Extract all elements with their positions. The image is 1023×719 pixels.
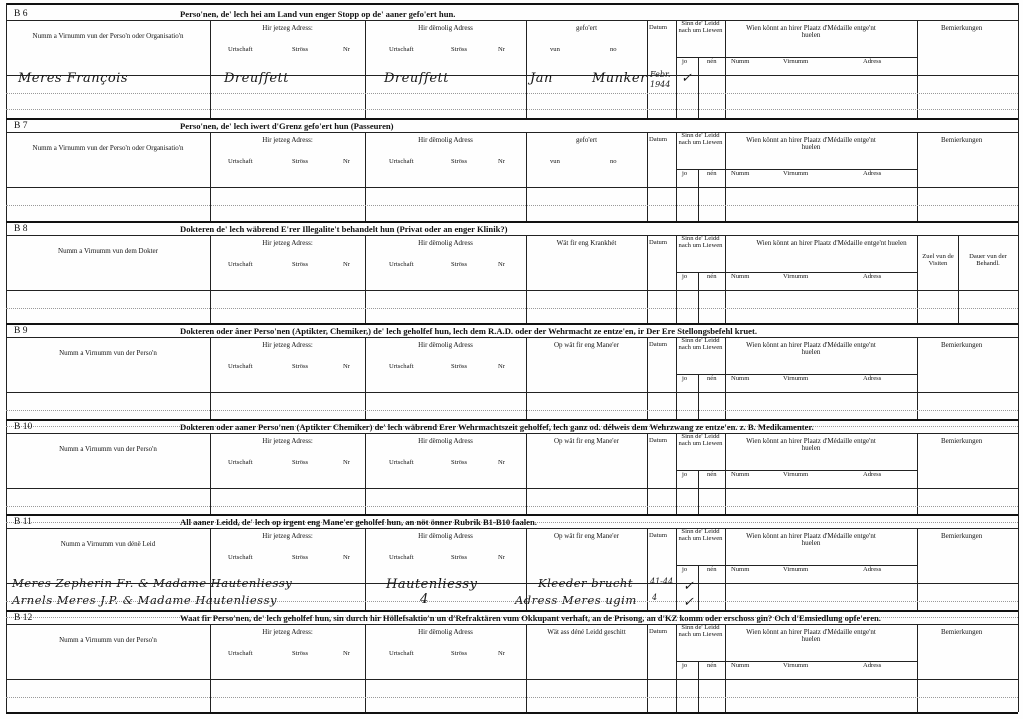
former-address-header: Hir dëmolig Adress — [418, 437, 473, 445]
handwritten-name: Arnels Meres J.P. & Madame Hautenliessy — [12, 593, 277, 607]
column-line — [647, 20, 648, 119]
sub-label: Virnumm — [783, 273, 809, 280]
column-line — [365, 20, 366, 119]
handwritten-current-address: Dreuffett — [224, 71, 289, 86]
section-separator — [6, 514, 1018, 516]
remarks-header: Bemierkungen — [941, 437, 983, 445]
dotted-line — [6, 410, 1018, 411]
section-separator — [6, 221, 1018, 223]
date-header: Datum — [649, 239, 667, 246]
column-line — [917, 433, 918, 514]
column-line — [365, 624, 366, 712]
yes-label: jo — [682, 170, 688, 177]
handwritten-name: Meres François — [18, 71, 129, 86]
sub-label: Adress — [863, 471, 882, 478]
handwritten-check: ✓ — [681, 71, 693, 86]
sub-header-rule — [725, 565, 917, 566]
sub-label: Urtschaft — [228, 158, 253, 165]
sub-label: Numm — [731, 273, 750, 280]
yes-label: jo — [682, 471, 688, 478]
extra-column-header: gefo'ert — [575, 24, 598, 32]
column-line — [725, 624, 726, 712]
sub-label: Nr — [343, 46, 350, 53]
alive-header: Sinn de' Leidd nach um Liewen — [678, 528, 723, 542]
column-line — [526, 624, 527, 712]
sub-label: Adress — [863, 58, 882, 65]
column-line — [725, 528, 726, 611]
column-line — [698, 565, 699, 611]
sub-label: Ströss — [451, 261, 468, 268]
column-line — [676, 624, 677, 712]
column-line — [698, 661, 699, 712]
former-address-header: Hir dëmolig Adress — [418, 239, 473, 247]
sub-label: Ströss — [292, 363, 309, 370]
sub-label: Nr — [498, 158, 505, 165]
sub-header-rule — [725, 272, 917, 273]
sub-label: Ströss — [451, 554, 468, 561]
handwritten-manner: Adress Meres ugim — [515, 593, 637, 607]
alive-header: Sinn de' Leidd nach um Liewen — [678, 20, 723, 34]
sub-label: no — [610, 158, 617, 165]
column-line — [676, 337, 677, 419]
column-line — [676, 132, 677, 221]
column-line — [526, 20, 527, 119]
title-rule — [6, 337, 1018, 338]
date-header: Datum — [649, 532, 667, 539]
sub-label: Urtschaft — [228, 459, 253, 466]
medal-recipient-header: Wien könnt an hirer Plaatz d'Médaille entge'nt huelen — [756, 239, 907, 247]
current-address-header: Hir jetzeg Adress: — [262, 136, 313, 144]
sub-label: Nr — [343, 554, 350, 561]
column-line — [647, 132, 648, 221]
column-line — [647, 337, 648, 419]
sub-label: Ströss — [451, 363, 468, 370]
section-id: B 11 — [14, 517, 32, 527]
sub-label: Nr — [343, 261, 350, 268]
extra-column-header: Wät fir eng Krankhét — [556, 239, 617, 247]
column-line — [647, 235, 648, 323]
name-column-header: Numm a Virnumm vun der Perso'n oder Organisatio'n — [32, 144, 184, 152]
section-id: B 7 — [14, 121, 28, 131]
sub-label: Nr — [343, 459, 350, 466]
dotted-line — [6, 205, 1018, 206]
sub-header-rule — [725, 169, 917, 170]
sub-label: Ströss — [451, 158, 468, 165]
header-rule — [6, 488, 1018, 489]
name-column-header: Numm a Virnumm vun der Perso'n — [59, 349, 157, 357]
former-address-header: Hir dëmolig Adress — [418, 24, 473, 32]
section-title: Dokteren de' lech wäbrend E'rer Illegalite't behandelt hun (Privat oder an enger Klinik?) — [180, 224, 508, 234]
column-line — [725, 20, 726, 119]
yes-label: jo — [682, 273, 688, 280]
sub-label: Ströss — [451, 459, 468, 466]
title-rule — [6, 624, 1018, 625]
sub-label: Ströss — [451, 650, 468, 657]
alive-header: Sinn de' Leidd nach um Liewen — [678, 433, 723, 447]
section-title: All aaner Leidd, de' lech op irgent eng Mane'er geholfef hun, an nöt önner Rubrik B1-B10 faalen. — [180, 517, 537, 527]
section-separator — [6, 118, 1018, 120]
sub-label: Urtschaft — [228, 261, 253, 268]
former-address-header: Hir dëmolig Adress — [418, 532, 473, 540]
yes-label: jo — [682, 566, 688, 573]
sub-label: no — [610, 46, 617, 53]
yes-label: jo — [682, 375, 688, 382]
column-line — [917, 235, 918, 323]
sub-label: Adress — [863, 170, 882, 177]
column-line — [917, 20, 918, 119]
alive-header: Sinn de' Leidd nach um Liewen — [678, 132, 723, 146]
alive-header: Sinn de' Leidd nach um Liewen — [678, 337, 723, 351]
column-line — [725, 235, 726, 323]
column-line — [676, 235, 677, 323]
sub-label: Virnumm — [783, 471, 809, 478]
medal-recipient-header: Wien könnt an hirer Plaatz d'Médaille entge'nt huelen — [746, 341, 876, 356]
column-line — [725, 337, 726, 419]
column-line — [676, 20, 677, 119]
sub-label: Nr — [498, 459, 505, 466]
sub-label: Urtschaft — [228, 650, 253, 657]
title-rule — [6, 433, 1018, 434]
alive-header: Sinn de' Leidd nach um Liewen — [678, 624, 723, 638]
column-line — [917, 528, 918, 611]
sub-label: Adress — [863, 662, 882, 669]
sub-label: Virnumm — [783, 566, 809, 573]
sub-label: Urtschaft — [389, 261, 414, 268]
header-rule — [6, 679, 1018, 680]
medal-recipient-header: Wien könnt an hirer Plaatz d'Médaille entge'nt huelen — [746, 136, 876, 151]
dotted-line — [6, 93, 1018, 94]
duration-header: Dauer vun der Behandl. — [969, 253, 1007, 267]
column-line — [725, 433, 726, 514]
column-line — [526, 235, 527, 323]
column-line — [917, 624, 918, 712]
handwritten-former-address: Hautenliessy — [386, 577, 478, 592]
sub-label: Virnumm — [783, 662, 809, 669]
column-line — [210, 132, 211, 221]
name-column-header: Numm a Virnumm vun der Perso'n — [59, 445, 157, 453]
column-line — [526, 337, 527, 419]
column-line — [647, 433, 648, 514]
section-title: Waat fir Perso'nen, de' lech geholfef hun, sin durch hir Höllefsaktio'n un d'Refraktären vum Okkupant verhaft, an de Prisong, an d'KZ komm oder erschoss gin? Och d'Emsiedlung opfe'eren. — [180, 613, 881, 623]
section-title: Perso'nen, de' lech iwert d'Grenz gefo'ert hun (Passeuren) — [180, 121, 394, 131]
top-border — [6, 3, 1018, 5]
column-line — [698, 169, 699, 221]
former-address-header: Hir dëmolig Adress — [418, 628, 473, 636]
column-line — [365, 235, 366, 323]
dotted-line — [6, 697, 1018, 698]
extra-column-header: gefo'ert — [575, 136, 598, 144]
visits-header: Zuel vun de Visiten — [922, 253, 954, 267]
current-address-header: Hir jetzeg Adress: — [262, 437, 313, 445]
medal-recipient-header: Wien könnt an hirer Plaatz d'Médaille entge'nt huelen — [746, 437, 876, 452]
column-line — [365, 433, 366, 514]
sub-label: Nr — [498, 554, 505, 561]
yes-label: jo — [682, 58, 688, 65]
sub-label: Ströss — [292, 459, 309, 466]
right-border — [1018, 3, 1019, 712]
section-id: B 6 — [14, 9, 28, 19]
sub-label: Urtschaft — [389, 363, 414, 370]
no-label: nén — [707, 471, 717, 478]
sub-label: Ströss — [292, 158, 309, 165]
title-rule — [6, 132, 1018, 133]
date-header: Datum — [649, 628, 667, 635]
column-line — [676, 433, 677, 514]
date-header: Datum — [649, 341, 667, 348]
remarks-header: Bemierkungen — [941, 136, 983, 144]
column-line — [210, 433, 211, 514]
sub-label: Urtschaft — [228, 363, 253, 370]
no-label: nén — [707, 273, 717, 280]
date-header: Datum — [649, 437, 667, 444]
date-header: Datum — [649, 24, 667, 31]
sub-label: Numm — [731, 566, 750, 573]
date-header: Datum — [649, 136, 667, 143]
column-line — [365, 132, 366, 221]
name-column-header: Numm a Virnumm vun dénë Leid — [60, 540, 156, 548]
handwritten-date: Febr. 1944 — [650, 70, 671, 89]
extra-column-header: Op wät fir eng Mane'er — [553, 437, 619, 445]
no-label: nén — [707, 170, 717, 177]
handwritten-manner: Kleeder brucht — [538, 576, 633, 590]
section-title: Perso'nen, de' lech hei am Land vun enger Stopp op de' aaner gefo'ert hun. — [180, 9, 456, 19]
sub-label: Numm — [731, 170, 750, 177]
medal-recipient-header: Wien könnt an hirer Plaatz d'Médaille entge'nt huelen — [746, 532, 876, 547]
column-line — [647, 624, 648, 712]
sub-label: vun — [550, 158, 560, 165]
handwritten-former-address: Dreuffett — [384, 71, 449, 86]
current-address-header: Hir jetzeg Adress: — [262, 24, 313, 32]
column-line — [210, 337, 211, 419]
sub-label: Ströss — [292, 554, 309, 561]
sub-label: Nr — [498, 261, 505, 268]
sub-label: Numm — [731, 662, 750, 669]
sub-label: Urtschaft — [389, 459, 414, 466]
sub-label: Nr — [498, 363, 505, 370]
sub-label: Urtschaft — [389, 158, 414, 165]
title-rule — [6, 235, 1018, 236]
sub-label: Nr — [498, 650, 505, 657]
medal-recipient-header: Wien könnt an hirer Plaatz d'Médaille entge'nt huelen — [746, 24, 876, 39]
column-line — [365, 528, 366, 611]
sub-header-rule — [725, 57, 917, 58]
sub-label: Urtschaft — [389, 650, 414, 657]
alive-header: Sinn de' Leidd nach um Liewen — [678, 235, 723, 249]
title-rule — [6, 20, 1018, 21]
sub-label: Adress — [863, 375, 882, 382]
sub-header-rule — [725, 661, 917, 662]
sub-label: Numm — [731, 58, 750, 65]
header-rule — [6, 187, 1018, 188]
sub-label: Nr — [343, 158, 350, 165]
column-line — [365, 337, 366, 419]
sub-label: Ströss — [451, 46, 468, 53]
no-label: nén — [707, 58, 717, 65]
sub-label: Virnumm — [783, 170, 809, 177]
section-id: B 12 — [14, 613, 33, 623]
section-separator — [6, 419, 1018, 421]
header-rule — [6, 290, 1018, 291]
section-title: Dokteren oder âner Perso'nen (Aptikter, Chemiker,) de' lech geholfef hun, lech dem R.A.D. oder der Wehrmacht ze entze'en, ir Der Ere Stellongsbefehl kruet. — [180, 326, 757, 336]
current-address-header: Hir jetzeg Adress: — [262, 239, 313, 247]
sub-label: Ströss — [292, 650, 309, 657]
current-address-header: Hir jetzeg Adress: — [262, 341, 313, 349]
column-line — [526, 433, 527, 514]
column-line — [698, 272, 699, 323]
column-line — [698, 374, 699, 419]
sub-label: Nr — [498, 46, 505, 53]
sub-label: Urtschaft — [389, 46, 414, 53]
name-column-header: Numm a Virnumm vun der Perso'n oder Organisatio'n — [32, 32, 184, 40]
handwritten-check: ✓ — [683, 579, 695, 594]
column-line — [917, 132, 918, 221]
column-line — [917, 337, 918, 419]
remarks-header: Bemierkungen — [941, 532, 983, 540]
title-rule — [6, 528, 1018, 529]
handwritten-date: 41-44 — [650, 577, 674, 586]
handwritten-former-address: 4 — [420, 592, 429, 607]
no-label: nén — [707, 662, 717, 669]
column-line — [698, 470, 699, 514]
header-rule — [6, 75, 1018, 76]
sub-label: Ströss — [292, 46, 309, 53]
handwritten-date: 4 — [652, 593, 658, 602]
section-title: Dokteren oder aaner Perso'nen (Aptikter Chemiker) de' lech wäbrend Erer Wehrmachtszeit geholfef, lech ganz od. délweis dem Wehrzwang ze entze'en. z. B. Medikamenter. — [180, 422, 814, 432]
former-address-header: Hir dëmolig Adress — [418, 136, 473, 144]
sub-label: vun — [550, 46, 560, 53]
extra-column-header: Op wät fir eng Mane'er — [553, 341, 619, 349]
column-line — [210, 624, 211, 712]
yes-label: jo — [682, 662, 688, 669]
column-line — [210, 235, 211, 323]
section-separator — [6, 323, 1018, 325]
sub-header-rule — [725, 374, 917, 375]
column-line — [958, 235, 959, 323]
section-separator — [6, 610, 1018, 612]
current-address-header: Hir jetzeg Adress: — [262, 532, 313, 540]
column-line — [210, 20, 211, 119]
former-address-header: Hir dëmolig Adress — [418, 341, 473, 349]
handwritten-to: Munker — [592, 71, 647, 86]
sub-label: Urtschaft — [228, 46, 253, 53]
dotted-line — [6, 506, 1018, 507]
header-rule — [6, 392, 1018, 393]
column-line — [676, 528, 677, 611]
column-line — [526, 132, 527, 221]
remarks-header: Bemierkungen — [941, 24, 983, 32]
name-column-header: Numm a Virnumm vun dem Dokter — [58, 247, 158, 255]
column-line — [647, 528, 648, 611]
handwritten-from: Jan — [530, 71, 553, 86]
sub-label: Adress — [863, 273, 882, 280]
remarks-header: Bemierkungen — [941, 341, 983, 349]
section-id: B 8 — [14, 224, 28, 234]
sub-header-rule — [725, 470, 917, 471]
section-id: B 9 — [14, 326, 28, 336]
section-id: B 10 — [14, 422, 33, 432]
handwritten-name: Meres Zepherin Fr. & Madame Hautenliessy — [12, 576, 293, 590]
extra-column-header: Op wät fir eng Mane'er — [553, 532, 619, 540]
sub-label: Ströss — [292, 261, 309, 268]
bottom-border — [6, 712, 1018, 714]
sub-label: Virnumm — [783, 375, 809, 382]
remarks-header: Bemierkungen — [941, 628, 983, 636]
sub-label: Nr — [343, 650, 350, 657]
sub-label: Urtschaft — [389, 554, 414, 561]
dotted-line — [6, 308, 1018, 309]
name-column-header: Numm a Virnumm vun der Perso'n — [59, 636, 157, 644]
no-label: nén — [707, 375, 717, 382]
handwritten-check: ✓ — [683, 595, 695, 610]
sub-label: Adress — [863, 566, 882, 573]
extra-column-header: Wät ass déné Leidd geschitt — [547, 628, 626, 636]
column-line — [725, 132, 726, 221]
sub-label: Numm — [731, 375, 750, 382]
medal-recipient-header: Wien könnt an hirer Plaatz d'Médaille entge'nt huelen — [746, 628, 876, 643]
no-label: nén — [707, 566, 717, 573]
sub-label: Urtschaft — [228, 554, 253, 561]
current-address-header: Hir jetzeg Adress: — [262, 628, 313, 636]
dotted-line — [6, 109, 1018, 110]
sub-label: Numm — [731, 471, 750, 478]
sub-label: Virnumm — [783, 58, 809, 65]
sub-label: Nr — [343, 363, 350, 370]
